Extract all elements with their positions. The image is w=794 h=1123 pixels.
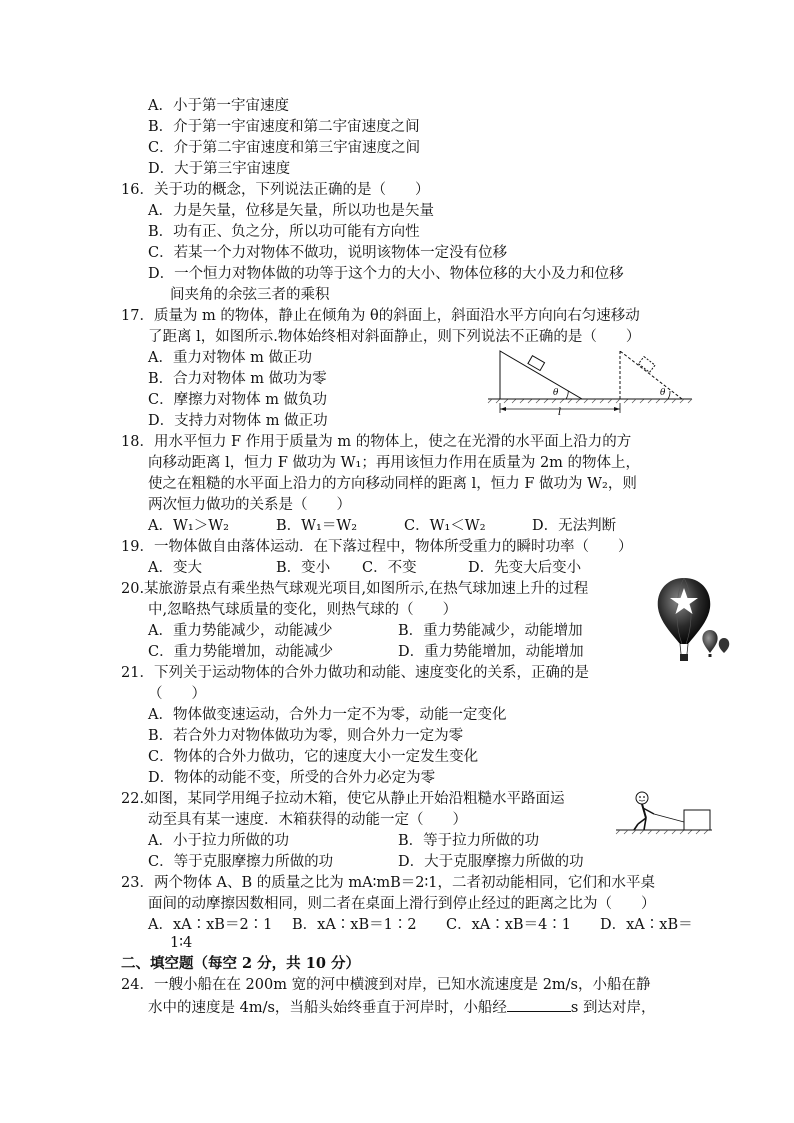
q16-stem: 16．关于功的概念，下列说法正确的是（ ） <box>121 182 430 198</box>
q23-option-c: C．xA∶xB＝4∶1 <box>446 917 572 933</box>
q17-l-label: l <box>558 407 562 417</box>
pulling-box-figure <box>612 790 716 836</box>
q17-option-d: D．支持力对物体 m 做正功 <box>148 413 328 429</box>
q18-option-a: A．W₁＞W₂ <box>148 518 229 534</box>
q24-line-2 <box>148 996 655 1018</box>
q15-option-a: A．小于第一宇宙速度 <box>148 98 289 114</box>
q23-option-d-tail: 1∶4 <box>170 935 193 951</box>
q15-option-b: B．介于第一宇宙速度和第二宇宙速度之间 <box>148 119 420 135</box>
q19-stem: 19．一物体做自由落体运动．在下落过程中，物体所受重力的瞬时功率（ ） <box>121 539 633 555</box>
q24-line-2-a: 水中的速度是 4m/s，当船头始终垂直于河岸时，小船经 <box>148 1000 507 1016</box>
hot-air-balloon-figure <box>652 574 732 666</box>
q24-answer-blank[interactable] <box>507 996 571 1012</box>
q21-stem-2: （ ） <box>148 686 206 702</box>
q16-option-d-cont: 间夹角的余弦三者的乘积 <box>170 287 330 303</box>
q20-option-b: B．重力势能减少，动能增加 <box>398 623 583 639</box>
q16-option-a: A．力是矢量，位移是矢量，所以功也是矢量 <box>148 203 434 219</box>
q15-option-d: D．大于第三宇宙速度 <box>148 161 291 177</box>
q21-option-a: A．物体做变速运动，合外力一定不为零，动能一定变化 <box>148 707 507 723</box>
q18-option-d: D．无法判断 <box>532 518 617 534</box>
q17-theta-label-1: θ <box>553 388 559 398</box>
q21-option-d: D．物体的动能不变，所受的合外力必定为零 <box>148 770 436 786</box>
q17-incline-figure <box>486 345 694 417</box>
q23-stem-1: 23．两个物体 A、B 的质量之比为 mA∶mB＝2∶1，二者初动能相同，它们和水平桌 <box>121 875 656 891</box>
q16-option-d: D．一个恒力对物体做的功等于这个力的大小、物体位移的大小及力和位移 <box>148 266 624 282</box>
q21-option-c: C．物体的合外力做功，它的速度大小一定发生变化 <box>148 749 479 765</box>
q23-option-a: A．xA∶xB＝2∶1 <box>148 917 273 933</box>
q18-option-c: C．W₁＜W₂ <box>404 518 486 534</box>
q22-stem-2: 动至具有某一速度．木箱获得的动能一定（ ） <box>148 812 467 828</box>
q19-option-d: D．先变大后变小 <box>468 560 582 576</box>
q17-stem-2: 了距离 l，如图所示.物体始终相对斜面静止，则下列说法不正确的是（ ） <box>148 329 641 345</box>
q18-line-2: 向移动距离 l，恒力 F 做功为 W₁；再用该恒力作用在质量为 2m 的物体上， <box>148 455 641 471</box>
q18-line-1: 18．用水平恒力 F 作用于质量为 m 的物体上，使之在光滑的水平面上沿力的方 <box>121 434 632 450</box>
q15-option-c: C．介于第二宇宙速度和第三宇宙速度之间 <box>148 140 421 156</box>
q24-line-2-b: s 到达对岸， <box>570 1000 656 1016</box>
q17-option-b: B．合力对物体 m 做功为零 <box>148 371 327 387</box>
q17-theta-label-2: θ <box>660 388 666 398</box>
q22-stem-1: 22.如图，某同学用绳子拉动木箱，使它从静止开始沿粗糙水平路面运 <box>121 791 565 807</box>
q21-stem-1: 21．下列关于运动物体的合外力做功和动能、速度变化的关系，正确的是 <box>121 665 589 681</box>
q19-option-c: C．不变 <box>362 560 417 576</box>
q20-option-a: A．重力势能减少，动能减少 <box>148 623 333 639</box>
q22-option-d: D．大于克服摩擦力所做的功 <box>398 854 584 870</box>
q20-stem-2: 中,忽略热气球质量的变化，则热气球的（ ） <box>148 602 458 618</box>
q23-stem-2: 面间的动摩擦因数相同，则二者在桌面上滑行到停止经过的距离之比为（ ） <box>148 896 656 912</box>
q17-option-c: C．摩擦力对物体 m 做负功 <box>148 392 328 408</box>
q19-option-b: B．变小 <box>276 560 331 576</box>
q19-option-a: A．变大 <box>148 560 202 576</box>
q22-option-a: A．小于拉力所做的功 <box>148 833 289 849</box>
q22-option-c: C．等于克服摩擦力所做的功 <box>148 854 334 870</box>
q24-line-1: 24．一艘小船在在 200m 宽的河中横渡到对岸，已知水流速度是 2m/s，小船在静 <box>121 977 651 993</box>
q18-line-4: 两次恒力做功的关系是（ ） <box>148 497 351 513</box>
q20-stem-1: 20.某旅游景点有乘坐热气球观光项目,如图所示,在热气球加速上升的过程 <box>121 581 589 597</box>
q20-option-d: D．重力势能增加，动能增加 <box>398 644 584 660</box>
q16-option-c: C．若某一个力对物体不做功，说明该物体一定没有位移 <box>148 245 508 261</box>
q17-option-a: A．重力对物体 m 做正功 <box>148 350 312 366</box>
section-2-heading: 二、填空题（每空 2 分，共 10 分） <box>121 955 360 972</box>
q17-stem-1: 17．质量为 m 的物体，静止在倾角为 θ的斜面上，斜面沿水平方向向右匀速移动 <box>121 308 640 324</box>
q23-option-d: D．xA∶xB＝ <box>600 917 693 933</box>
q18-option-b: B．W₁＝W₂ <box>276 518 358 534</box>
q16-option-b: B．功有正、负之分，所以功可能有方向性 <box>148 224 420 240</box>
q18-line-3: 使之在粗糙的水平面上沿力的方向移动同样的距离 l，恒力 F 做功为 W₂，则 <box>148 476 637 492</box>
q20-option-c: C．重力势能增加，动能减少 <box>148 644 334 660</box>
q21-option-b: B．若合外力对物体做功为零，则合外力一定为零 <box>148 728 464 744</box>
q23-option-b: B．xA∶xB＝1∶2 <box>292 917 417 933</box>
q22-option-b: B．等于拉力所做的功 <box>398 833 540 849</box>
